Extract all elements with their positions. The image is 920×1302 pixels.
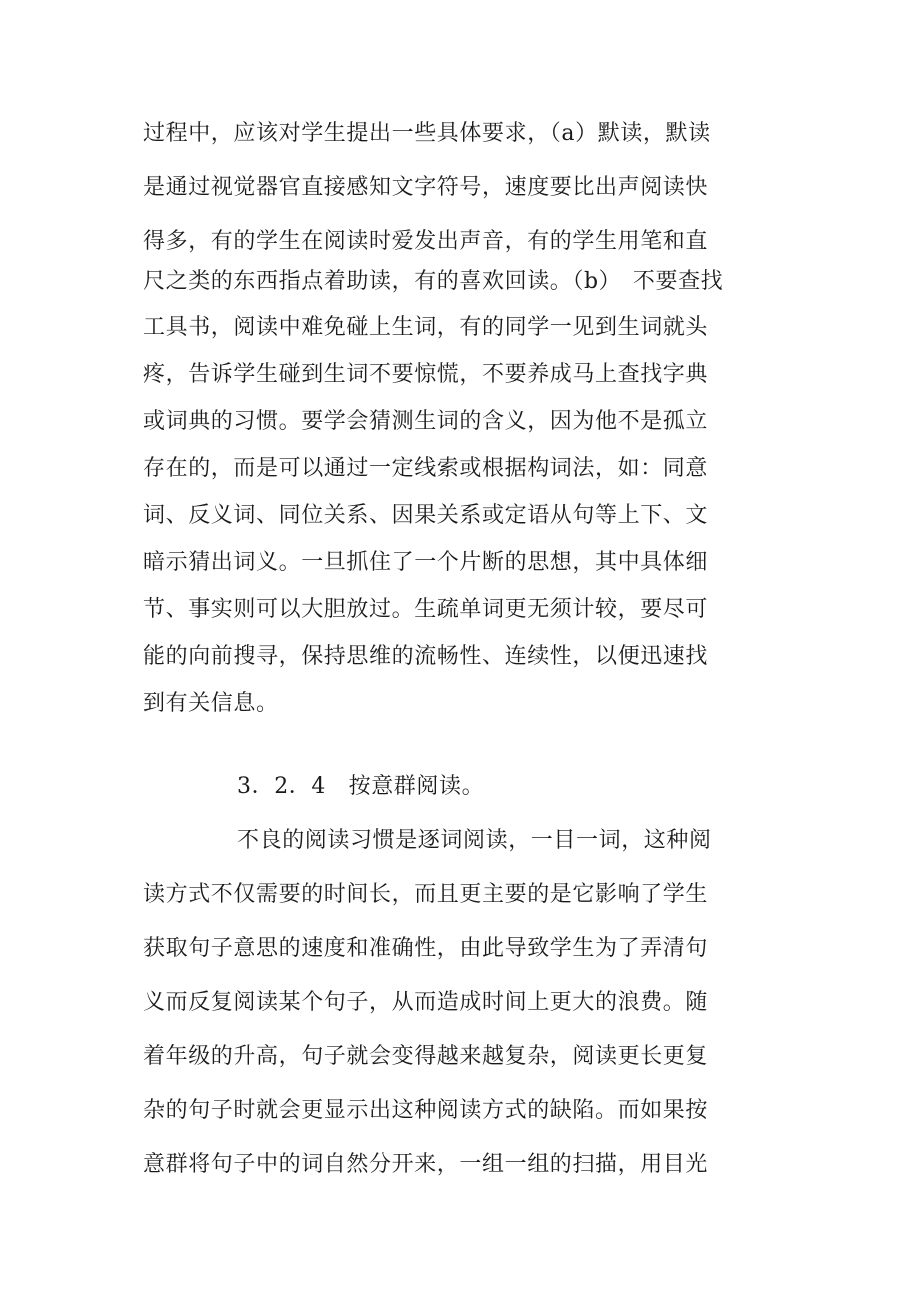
paragraph-2-line: 义而反复阅读某个句子，从而造成时间上更大的浪费。随 xyxy=(143,990,709,1015)
paragraph-2-line: 获取句子意思的速度和准确性，由此导致学生为了弄清句 xyxy=(143,936,709,961)
paragraph-2-line: 意群将句子中的词自然分开来，一组一组的扫描，用目光 xyxy=(143,1152,709,1177)
paragraph-1-line: 到有关信息。 xyxy=(143,691,279,716)
paragraph-2-line: 不良的阅读习惯是逐词阅读，一目一词，这种阅 xyxy=(237,828,712,853)
paragraph-1-line: 节、事实则可以大胆放过。生疏单词更无须计较，要尽可 xyxy=(143,597,709,622)
paragraph-1-line: 过程中，应该对学生提出一些具体要求，（a）默读，默读 xyxy=(143,121,711,146)
paragraph-1-line: 是通过视觉器官直接感知文字符号，速度要比出声阅读快 xyxy=(143,175,709,200)
paragraph-1-line: 能的向前搜寻，保持思维的流畅性、连续性，以便迅速找 xyxy=(143,644,709,669)
paragraph-1-line: 存在的，而是可以通过一定线索或根据构词法，如：同意 xyxy=(143,456,709,481)
paragraph-2-line: 着年级的升高，句子就会变得越来越复杂，阅读更长更复 xyxy=(143,1044,709,1069)
paragraph-1-line: 或词典的习惯。要学会猜测生词的含义，因为他不是孤立 xyxy=(143,409,709,434)
paragraph-1-line: 词、反义词、同位关系、因果关系或定语从句等上下、文 xyxy=(143,503,709,528)
paragraph-1-line: 得多，有的学生在阅读时爱发出声音，有的学生用笔和直 xyxy=(143,229,709,254)
section-heading: 3．2．4 按意群阅读。 xyxy=(237,774,485,799)
paragraph-2-line: 杂的句子时就会更显示出这种阅读方式的缺陷。而如果按 xyxy=(143,1098,709,1123)
paragraph-1-line: 暗示猜出词义。一旦抓住了一个片断的思想，其中具体细 xyxy=(143,550,709,575)
paragraph-1-line: 尺之类的东西指点着助读，有的喜欢回读。（b） 不要查找 xyxy=(143,269,724,294)
paragraph-2-line: 读方式不仅需要的时间长，而且更主要的是它影响了学生 xyxy=(143,882,709,907)
paragraph-1-line: 工具书，阅读中难免碰上生词，有的同学一见到生词就头 xyxy=(143,315,709,340)
paragraph-1-line: 疼，告诉学生碰到生词不要惊慌，不要养成马上查找字典 xyxy=(143,362,709,387)
